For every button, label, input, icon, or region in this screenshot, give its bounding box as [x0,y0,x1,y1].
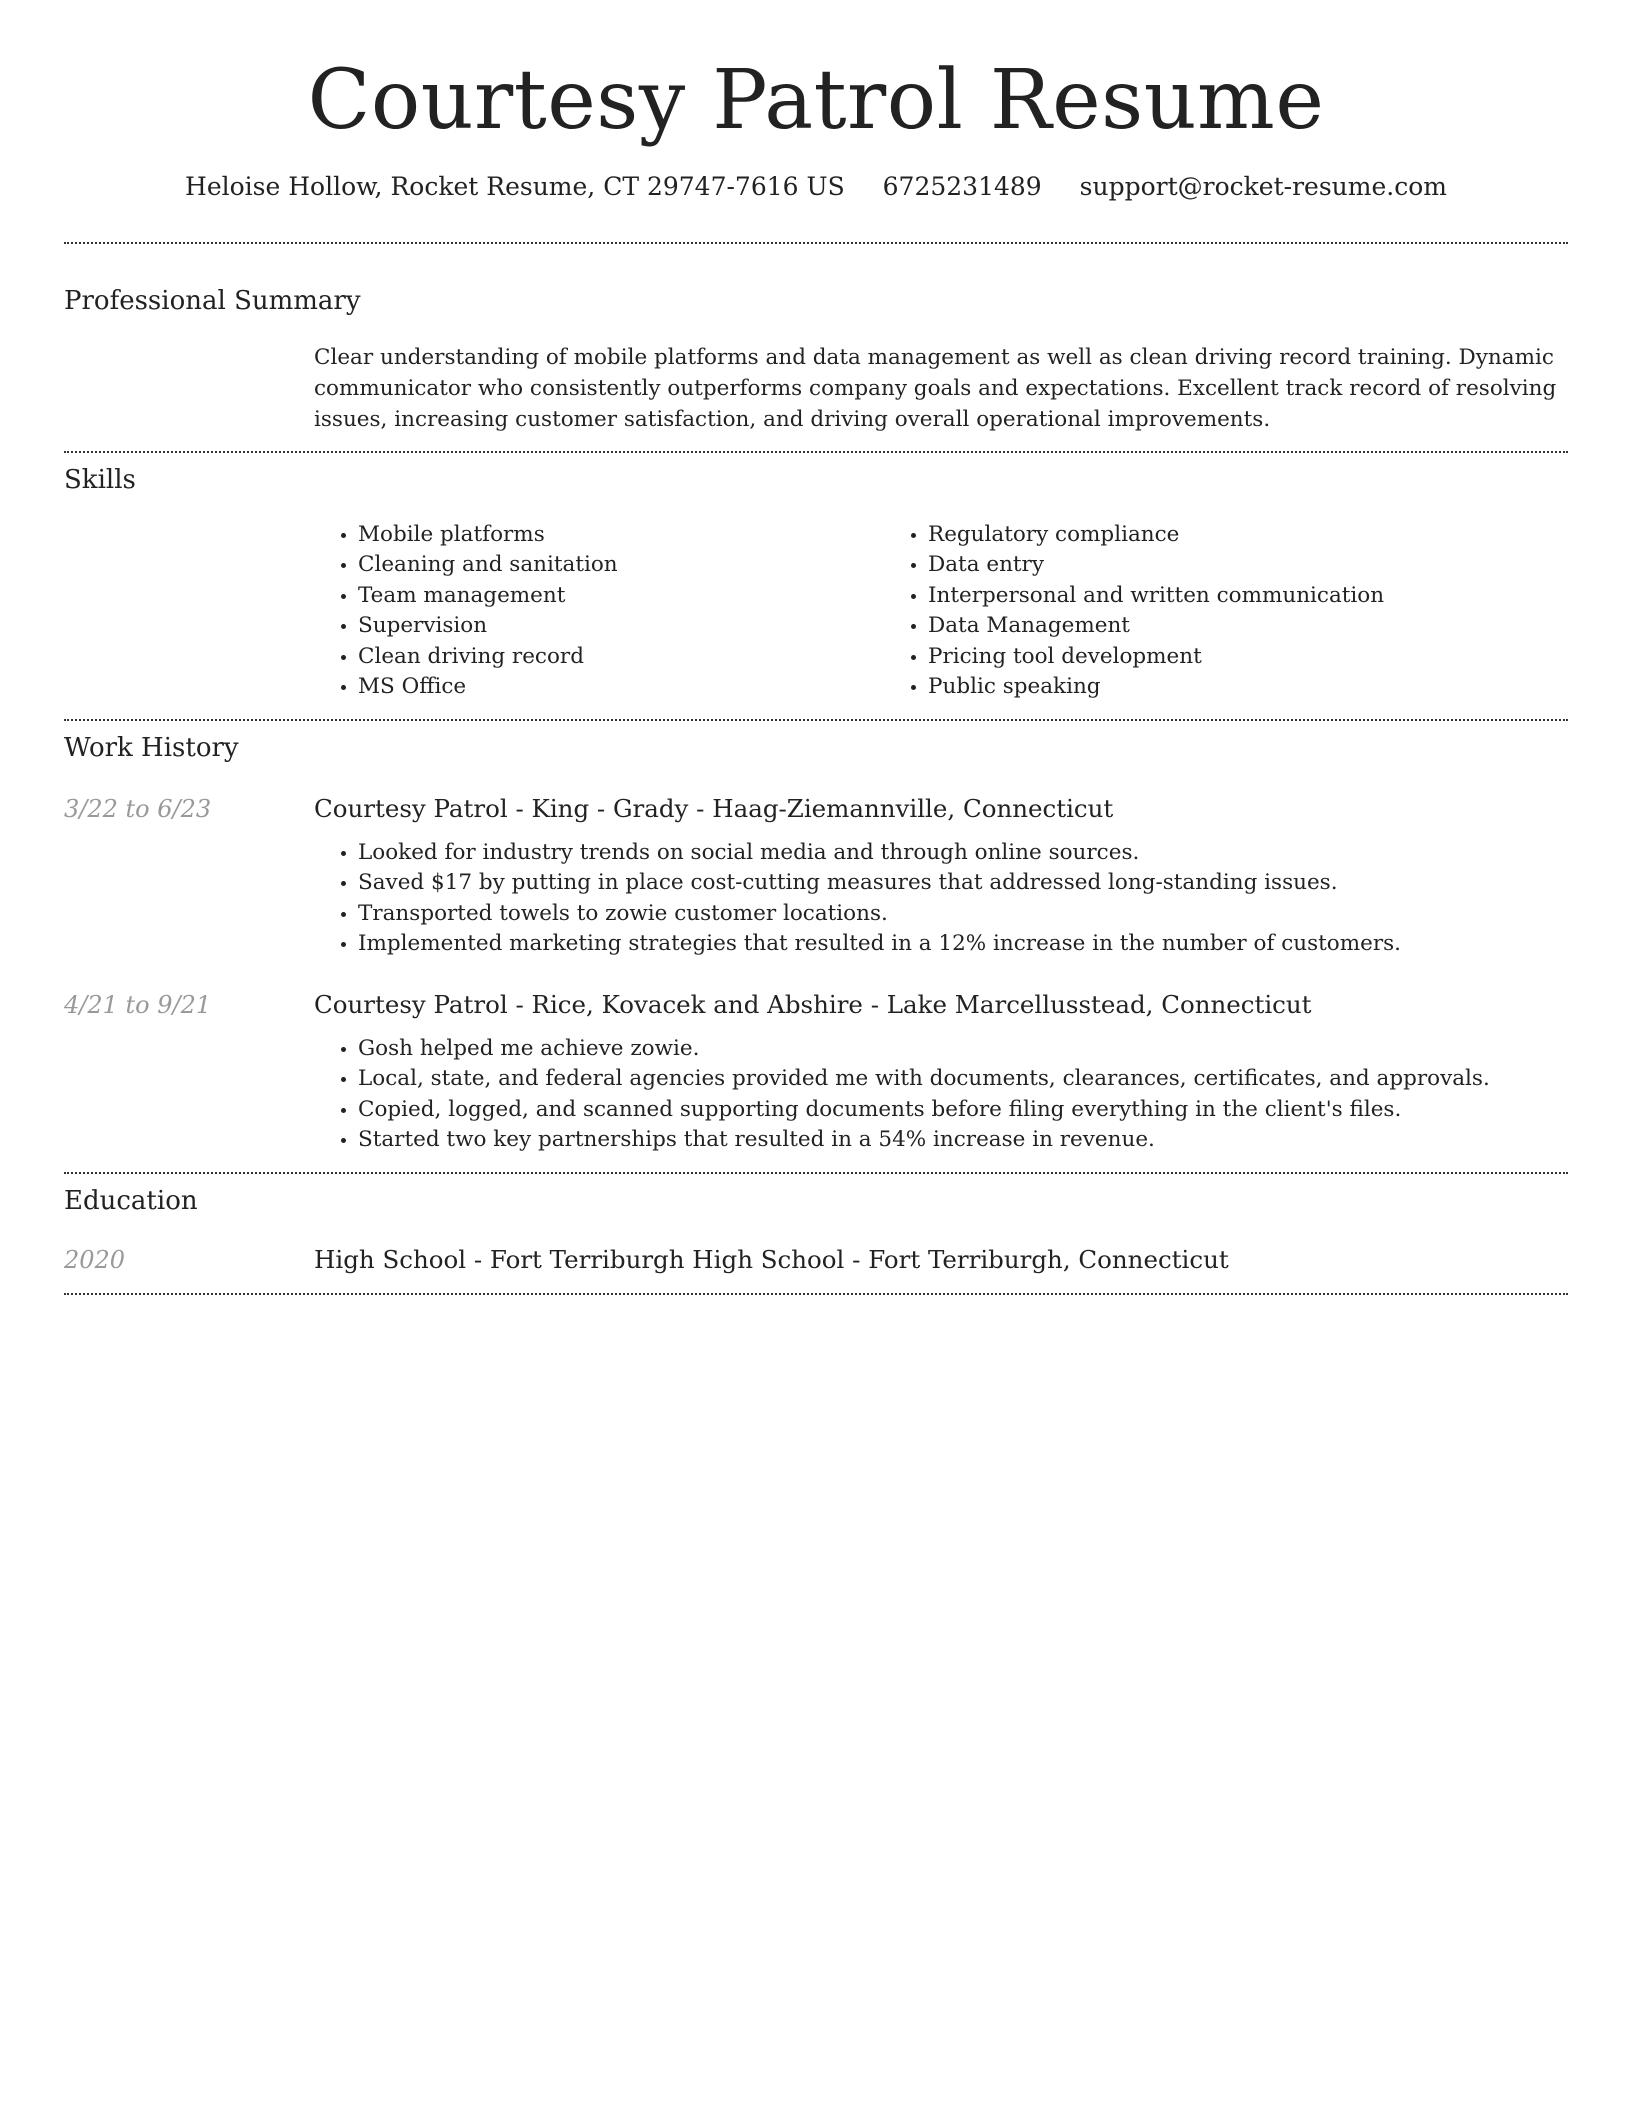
contact-email: support@rocket-resume.com [1079,172,1447,202]
skill-item: • Team management [358,581,884,612]
skill-item: • Public speaking [928,672,1454,703]
job-entry [64,792,1568,960]
job-heading [314,792,1568,826]
divider [64,1293,1568,1295]
contact-line [64,172,1568,202]
education-school: - Fort Terriburgh High School - Fort Terriburgh, Connecticut [466,1245,1229,1275]
education-heading: Education [64,1185,198,1216]
skills-list-left [314,520,884,703]
work-history-section [64,721,1568,1172]
job-body [314,988,1568,1156]
skills-heading: Skills [64,464,136,495]
job-dates: 3/22 to 6/23 [64,794,212,823]
skill-item: • Pricing tool development [928,642,1454,673]
job-bullet: • Copied, logged, and scanned supporting documents before filing everything in the client's files. [358,1095,1568,1126]
skill-item: • Clean driving record [358,642,884,673]
education-body [314,1243,1568,1277]
job-bullet: • Looked for industry trends on social media and through online sources. [358,838,1568,869]
job-employer: - Rice, Kovacek and Abshire - Lake Marcellusstead, Connecticut [507,989,1312,1019]
job-bullet: • Gosh helped me achieve zowie. [358,1034,1568,1065]
job-employer: - King - Grady - Haag-Ziemannville, Connecticut [507,793,1114,823]
skills-section [64,453,1568,719]
job-bullet: • Saved $17 by putting in place cost-cutting measures that addressed long-standing issues. [358,868,1568,899]
contact-phone: 6725231489 [882,172,1042,202]
summary-heading: Professional Summary [64,286,361,317]
work-history-heading: Work History [64,732,239,763]
job-bullet: • Local, state, and federal agencies provided me with documents, clearances, certificates, and approvals. [358,1064,1568,1095]
education-year: 2020 [64,1246,126,1275]
contact-address: Heloise Hollow, Rocket Resume, CT 29747-7616 US [185,172,845,202]
job-role: Courtesy Patrol [314,989,508,1019]
job-bullet: • Implemented marketing strategies that resulted in a 12% increase in the number of customers. [358,929,1568,960]
skills-list-right [884,520,1454,703]
skills-columns [314,520,1568,719]
job-bullet: • Transported towels to zowie customer locations. [358,899,1568,930]
skill-item: • MS Office [358,672,884,703]
skill-item: • Cleaning and sanitation [358,550,884,581]
education-heading-line [314,1243,1568,1277]
skill-item: • Data entry [928,550,1454,581]
skill-item: • Mobile platforms [358,520,884,551]
job-heading [314,988,1568,1022]
skill-item: • Data Management [928,611,1454,642]
job-bullet: • Started two key partnerships that resulted in a 54% increase in revenue. [358,1125,1568,1156]
job-role: Courtesy Patrol [314,793,508,823]
education-entry [64,1243,1568,1293]
skill-item: • Regulatory compliance [928,520,1454,551]
job-body [314,792,1568,960]
summary-section [64,244,1568,450]
education-degree: High School [314,1245,467,1275]
skill-item: • Supervision [358,611,884,642]
job-bullets [314,1034,1568,1156]
resume-title: Courtesy Patrol Resume [307,53,1325,148]
job-bullets [314,838,1568,960]
education-section [64,1174,1568,1293]
skill-item: • Interpersonal and written communication [928,581,1454,612]
job-entry [64,988,1568,1156]
job-dates: 4/21 to 9/21 [64,990,212,1019]
summary-text: Clear understanding of mobile platforms and data management as well as clean driving record training. Dynamic communicator who consistently outperforms company goals and expectations. Excellent track record of resolving issues, increasing customer satisfaction, and driving overall operational improvements. [314,344,1557,432]
